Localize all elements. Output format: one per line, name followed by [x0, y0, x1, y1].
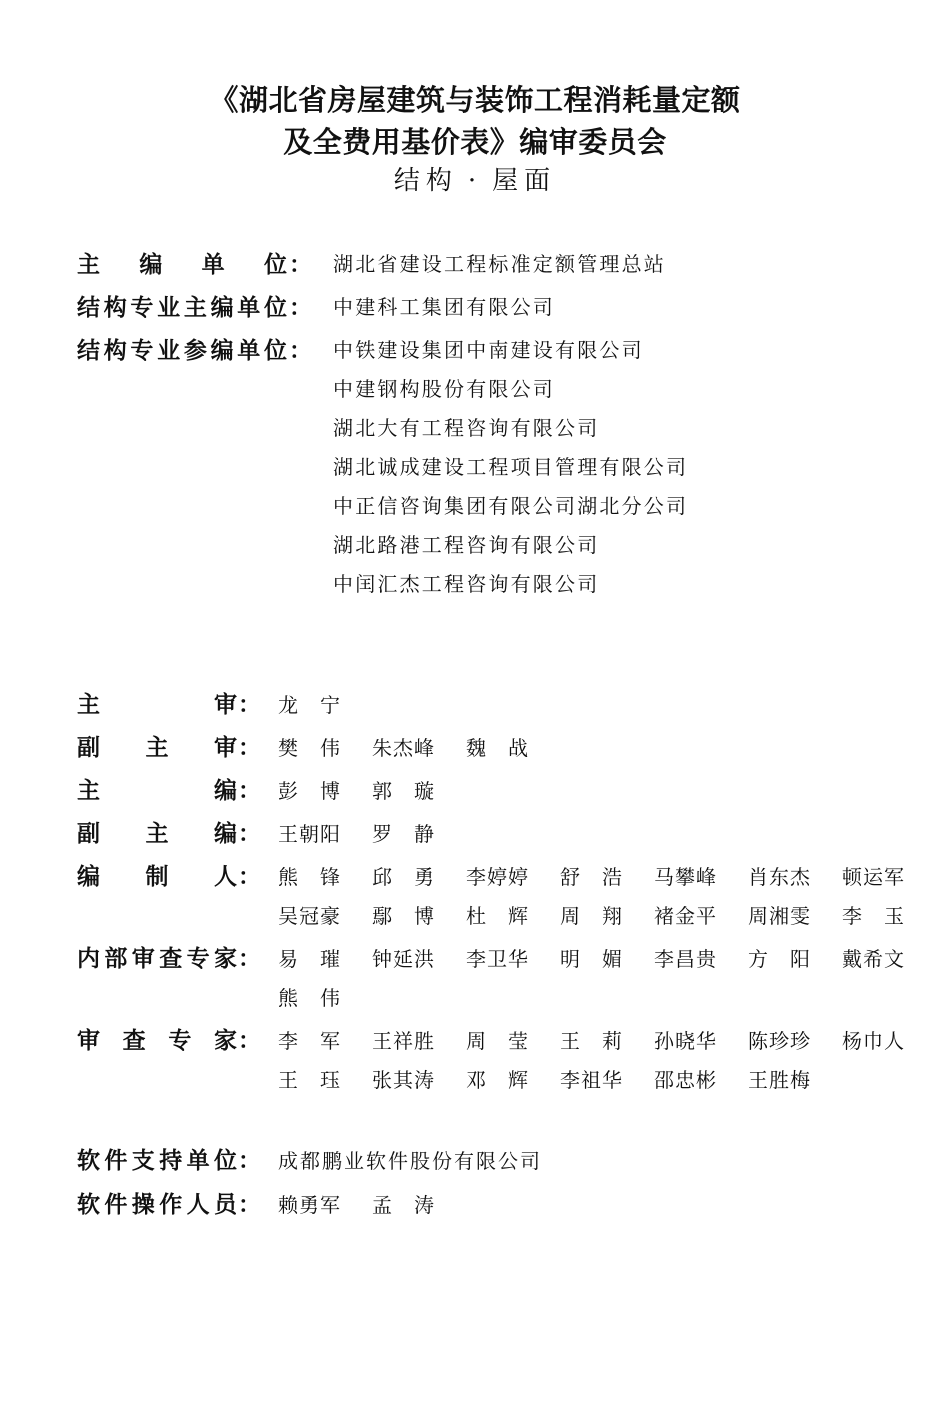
- software-operators-names: [278, 1189, 466, 1218]
- person-name: 王 莉: [560, 1029, 623, 1053]
- compilers-row-1: [278, 861, 936, 890]
- colon: ：: [238, 1028, 261, 1054]
- person-name: 李昌贵: [654, 947, 717, 971]
- colon: ：: [238, 778, 261, 804]
- person-name: 邱 勇: [372, 865, 435, 889]
- person-name: 周 翔: [560, 904, 623, 928]
- chief-editor-label: 主编: [77, 778, 237, 804]
- struct-chief-unit-value: 中建科工集团有限公司: [333, 295, 555, 319]
- person-name: 王朝阳: [278, 822, 341, 846]
- person-name: 马攀峰: [654, 865, 717, 889]
- chief-reviewer-label: 主审: [77, 692, 237, 718]
- internal-experts-row-1: [278, 943, 936, 972]
- person-name: 明 媚: [560, 947, 623, 971]
- person-name: 孙晓华: [654, 1029, 717, 1053]
- deputy-reviewer-names: [278, 732, 560, 761]
- software-support-label: 软件支持单位: [77, 1148, 237, 1174]
- person-name: 周 莹: [466, 1029, 529, 1053]
- person-name: 彭 博: [278, 779, 341, 803]
- colon: ：: [238, 946, 261, 972]
- participant-unit: 湖北路港工程咨询有限公司: [333, 533, 600, 557]
- struct-chief-unit-label: 结构专业主编单位: [77, 295, 287, 321]
- person-name: 李 军: [278, 1029, 341, 1053]
- participant-unit: 湖北诚成建设工程项目管理有限公司: [333, 455, 689, 479]
- colon: ：: [238, 1192, 261, 1218]
- colon: ：: [238, 1148, 261, 1174]
- colon: ：: [289, 295, 312, 321]
- person-name: 易 璀: [278, 947, 341, 971]
- person-name: 王祥胜: [372, 1029, 435, 1053]
- person-name: 樊 伟: [278, 736, 341, 760]
- colon: ：: [238, 692, 261, 718]
- person-name: 顿运军: [842, 865, 905, 889]
- colon: ：: [238, 864, 261, 890]
- person-name: 熊 锋: [278, 865, 341, 889]
- participant-unit: 中铁建设集团中南建设有限公司: [333, 338, 644, 362]
- person-name: 龙 宁: [278, 693, 341, 717]
- person-name: 周湘雯: [748, 904, 811, 928]
- person-name: 熊 伟: [278, 986, 341, 1010]
- internal-experts-label: 内部审查专家: [77, 946, 237, 972]
- chief-editor-names: [278, 775, 466, 804]
- chief-reviewer-names: [278, 689, 372, 718]
- person-name: 郭 璇: [372, 779, 435, 803]
- person-name: 邵忠彬: [654, 1068, 717, 1092]
- participant-unit: 中建钢构股份有限公司: [333, 377, 555, 401]
- internal-experts-row-2: [278, 982, 372, 1011]
- subtitle: [0, 160, 950, 197]
- participant-unit: 湖北大有工程咨询有限公司: [333, 416, 600, 440]
- person-name: 魏 战: [466, 736, 529, 760]
- experts-label: 审查专家: [77, 1028, 237, 1054]
- compilers-label: 编制人: [77, 864, 237, 890]
- experts-row-2: [278, 1064, 842, 1093]
- colon: ：: [238, 735, 261, 761]
- software-operators-label: 软件操作人员: [77, 1192, 237, 1218]
- person-name: 邓 辉: [466, 1068, 529, 1092]
- subtitle-part-2: 屋面: [492, 166, 557, 196]
- person-name: 戴希文: [842, 947, 905, 971]
- person-name: 李卫华: [466, 947, 529, 971]
- deputy-editor-names: [278, 818, 466, 847]
- compilers-row-2: [278, 900, 936, 929]
- person-name: 孟 涛: [372, 1193, 435, 1217]
- participant-unit: 中正信咨询集团有限公司湖北分公司: [333, 494, 689, 518]
- subtitle-part-1: 结构: [393, 166, 458, 196]
- person-name: 杜 辉: [466, 904, 529, 928]
- title-line-2: 及全费用基价表》编审委员会: [283, 125, 667, 159]
- person-name: 朱杰峰: [372, 736, 435, 760]
- person-name: 李祖华: [560, 1068, 623, 1092]
- person-name: 王 珏: [278, 1068, 341, 1092]
- colon: ：: [289, 252, 312, 278]
- person-name: 舒 浩: [560, 865, 623, 889]
- person-name: 王胜梅: [748, 1068, 811, 1092]
- deputy-editor-label: 副主编: [77, 821, 237, 847]
- person-name: 陈珍珍: [748, 1029, 811, 1053]
- chief-unit-label: 主编单位: [77, 252, 287, 278]
- person-name: 张其涛: [372, 1068, 435, 1092]
- chief-unit-value: 湖北省建设工程标准定额管理总站: [333, 252, 666, 276]
- deputy-reviewer-label: 副主审: [77, 735, 237, 761]
- struct-participants-label: 结构专业参编单位: [77, 338, 287, 364]
- subtitle-dot: ·: [467, 166, 483, 196]
- colon: ：: [238, 821, 261, 847]
- person-name: 李婷婷: [466, 865, 529, 889]
- person-name: 方 阳: [748, 947, 811, 971]
- person-name: 李 玉: [842, 904, 905, 928]
- person-name: 杨巾人: [842, 1029, 905, 1053]
- title-line-1: 《湖北省房屋建筑与装饰工程消耗量定额: [209, 83, 741, 117]
- person-name: 赖勇军: [278, 1193, 341, 1217]
- experts-row-1: [278, 1025, 936, 1054]
- person-name: 褚金平: [654, 904, 717, 928]
- person-name: 钟延洪: [372, 947, 435, 971]
- colon: ：: [289, 338, 312, 364]
- person-name: 鄢 博: [372, 904, 435, 928]
- software-support-value: 成都鹏业软件股份有限公司: [278, 1149, 542, 1173]
- person-name: 罗 静: [372, 822, 435, 846]
- participant-unit: 中闰汇杰工程咨询有限公司: [333, 572, 600, 596]
- person-name: 肖东杰: [748, 865, 811, 889]
- person-name: 吴冠豪: [278, 904, 341, 928]
